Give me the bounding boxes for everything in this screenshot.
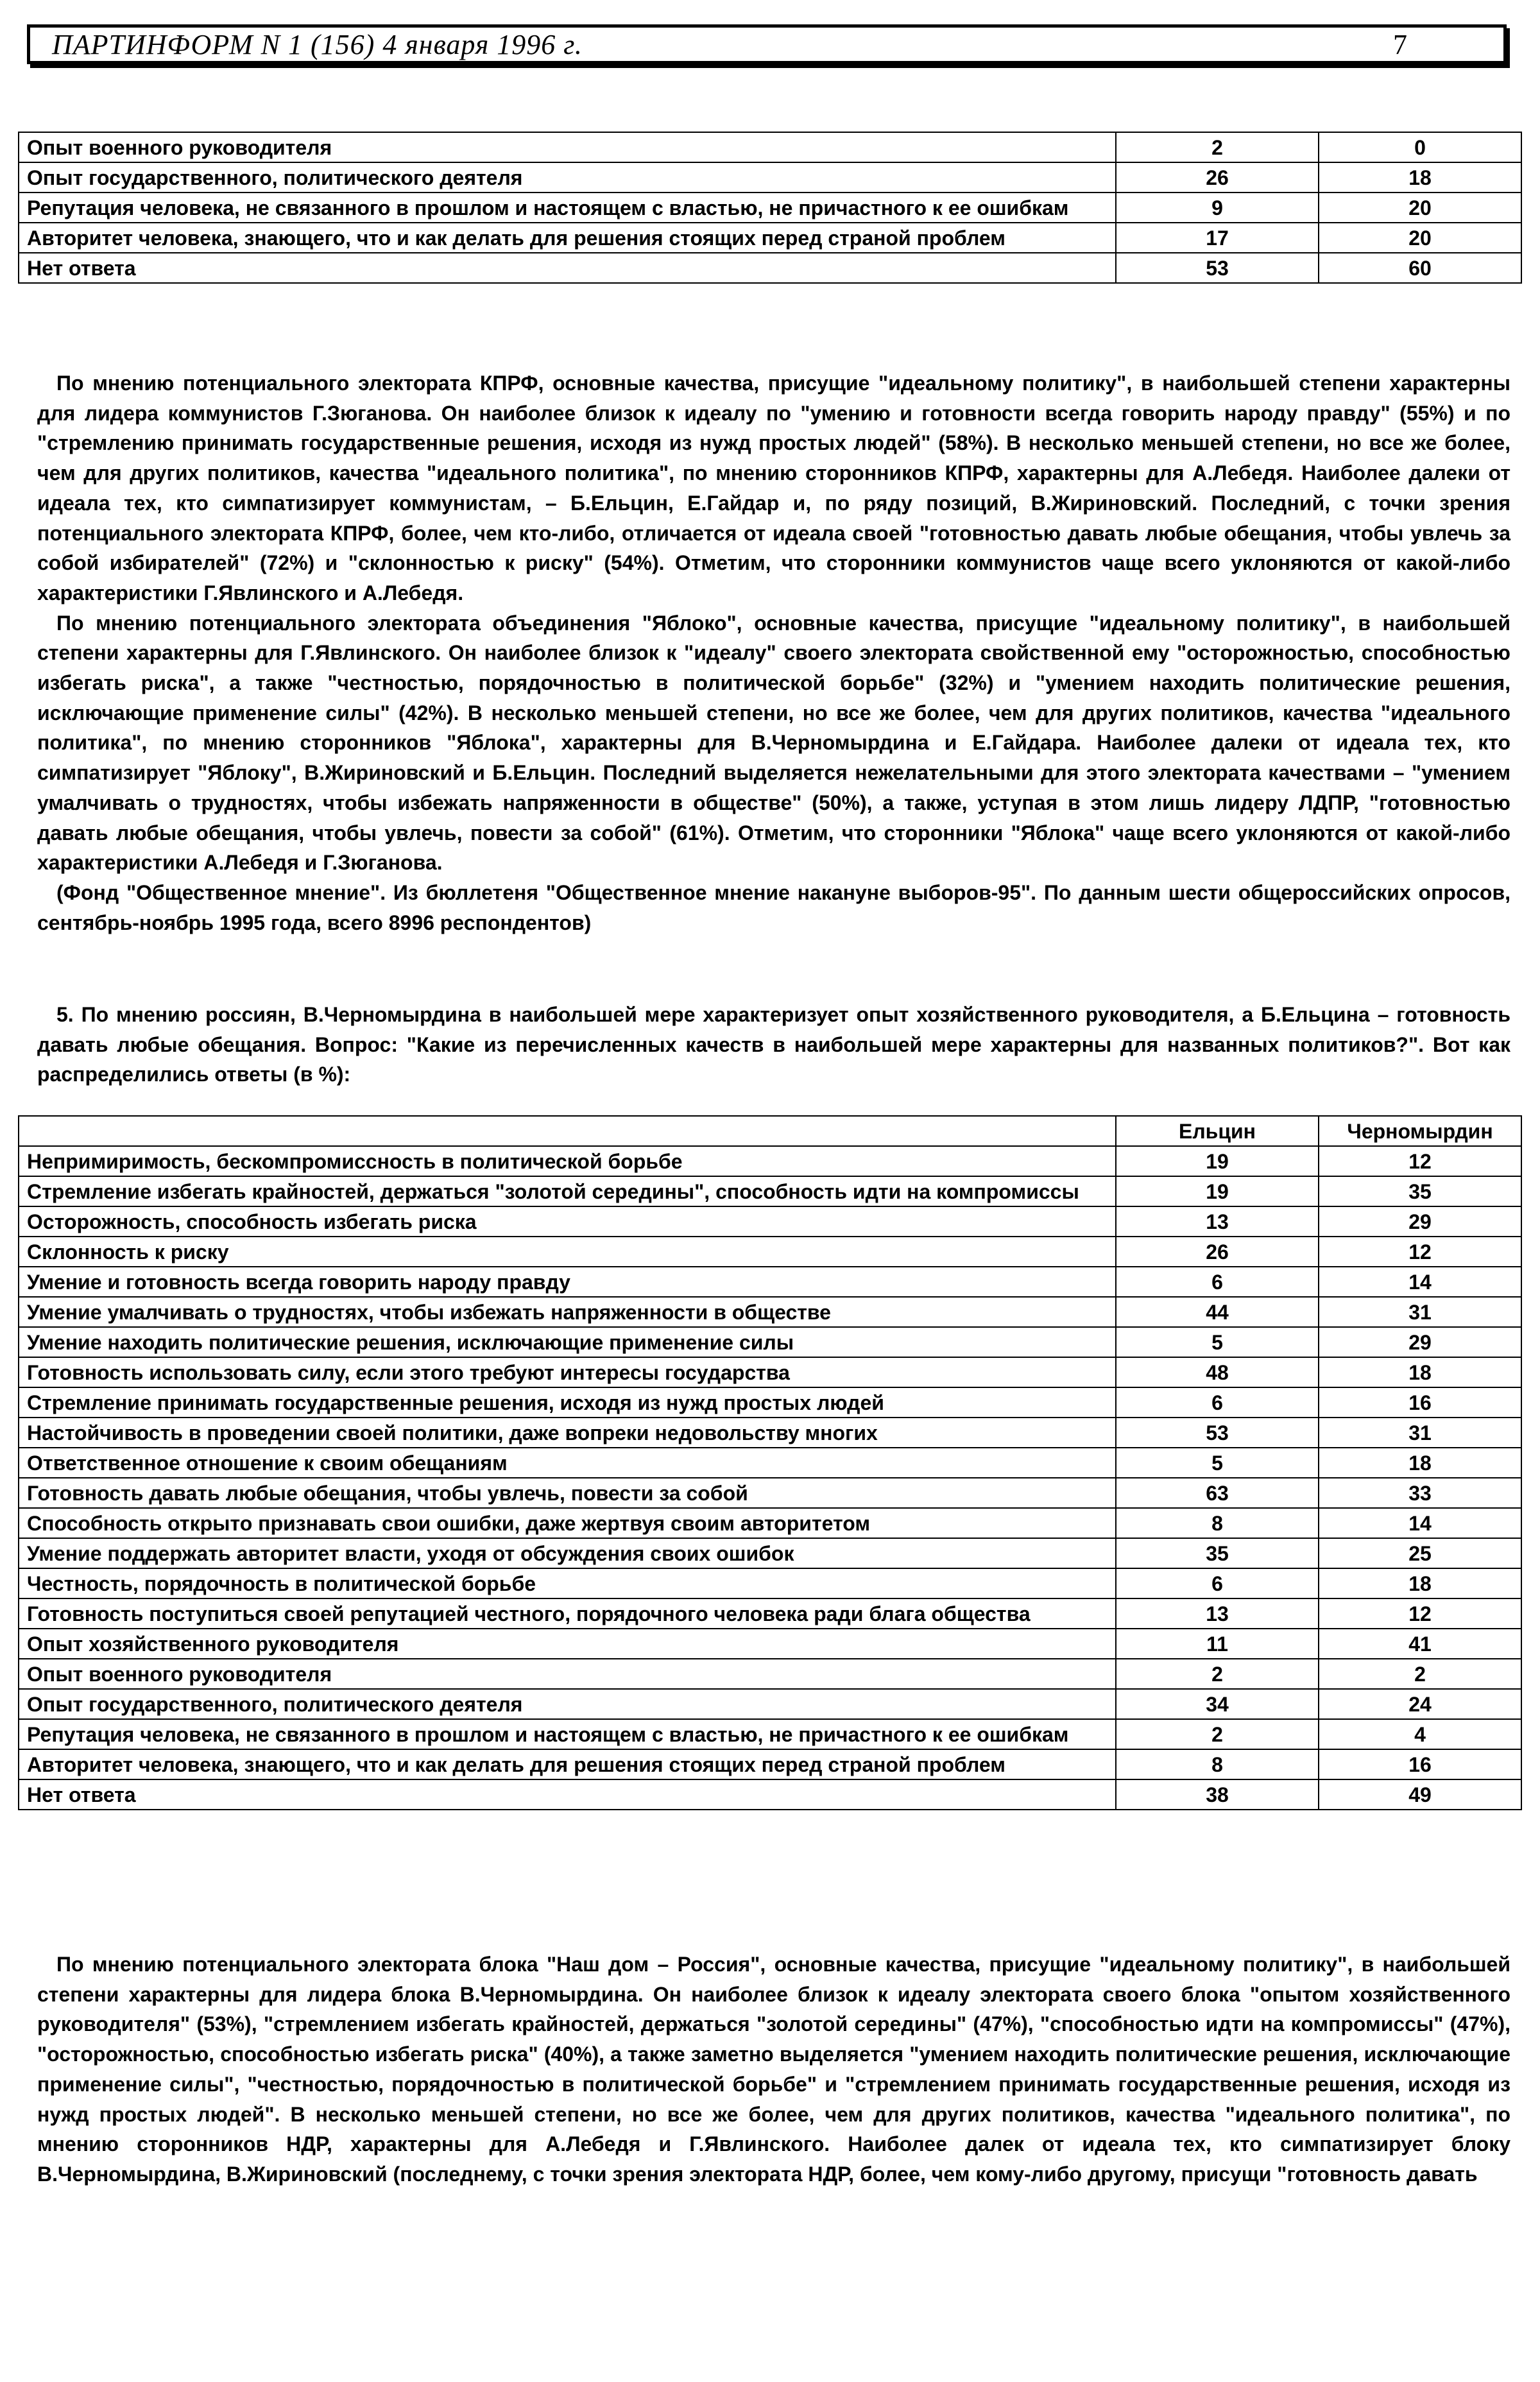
- publication-title: ПАРТИНФОРМ N 1 (156) 4 января 1996 г.: [52, 28, 583, 60]
- row-label-cell: Нет ответа: [19, 253, 1116, 283]
- row-value-cell: 2: [1319, 1659, 1521, 1689]
- row-value-cell: 29: [1319, 1206, 1521, 1237]
- row-label-cell: Настойчивость в проведении своей политики, даже вопреки недовольству многих: [19, 1418, 1116, 1448]
- row-label-cell: Готовность давать любые обещания, чтобы увлечь, повести за собой: [19, 1478, 1116, 1508]
- row-value-cell: 16: [1319, 1749, 1521, 1779]
- row-value-cell: 48: [1116, 1357, 1319, 1387]
- source-note: (Фонд "Общественное мнение". Из бюллетеня "Общественное мнение накануне выборов-95". По данным шести общероссийских опросов, сентябрь-ноябрь 1995 года, всего 8996 респондентов): [37, 880, 1510, 934]
- table-row: [19, 1779, 1521, 1810]
- table-row: [19, 1448, 1521, 1478]
- row-label-cell: Опыт хозяйственного руководителя: [19, 1629, 1116, 1659]
- header-cell-label: [19, 1116, 1116, 1146]
- row-label-cell: Репутация человека, не связанного в прошлом и настоящем с властью, не причастного к ее ошибкам: [19, 193, 1116, 223]
- row-value-cell: 60: [1319, 253, 1521, 283]
- row-label-cell: Стремление избегать крайностей, держаться "золотой середины", способность идти на компромиссы: [19, 1176, 1116, 1206]
- table-row: [19, 1357, 1521, 1387]
- row-label-cell: Опыт военного руководителя: [19, 1659, 1116, 1689]
- row-value-cell: 16: [1319, 1387, 1521, 1418]
- paragraph-kprf: По мнению потенциального электората КПРФ, основные качества, присущие "идеальному политику", в наибольшей степени характерны для лидера коммунистов Г.Зюганова. Он наиболее близок к идеалу по "умению и готовности всегда говорить народу правду" (55%) и по "стремлению принимать государственные решения, исходя из нужд простых людей" (58%). В несколько меньшей степени, но все же более, чем для других политиков, качества "идеального политика", по мнению сторонников КПРФ, характерны для А.Лебедя. Наиболее далеки от идеала тех, кто симпатизирует коммунистам, – Б.Ельцин, Е.Гайдар и, по ряду позиций, В.Жириновский. Последний, с точки зрения потенциального электората КПРФ, более, чем кто-либо, отличается от идеала своей "готовностью давать любые обещания, чтобы увлечь за собой избирателей" (72%) и "склонностью к риску" (54%). Отметим, что сторонники коммунистов чаще всего уклоняются от какой-либо характеристики Г.Явлинского и А.Лебедя.: [37, 372, 1510, 604]
- row-value-cell: 20: [1319, 193, 1521, 223]
- survey-table-continued: [18, 132, 1522, 284]
- row-value-cell: 35: [1319, 1176, 1521, 1206]
- row-label-cell: Склонность к риску: [19, 1237, 1116, 1267]
- row-value-cell: 12: [1319, 1598, 1521, 1629]
- row-label-cell: Опыт военного руководителя: [19, 132, 1116, 162]
- row-value-cell: 2: [1116, 132, 1319, 162]
- row-value-cell: 2: [1116, 1719, 1319, 1749]
- row-value-cell: 24: [1319, 1689, 1521, 1719]
- row-value-cell: 26: [1116, 1237, 1319, 1267]
- row-value-cell: 4: [1319, 1719, 1521, 1749]
- table-row: [19, 1749, 1521, 1779]
- row-label-cell: Ответственное отношение к своим обещаниям: [19, 1448, 1116, 1478]
- row-value-cell: 53: [1116, 253, 1319, 283]
- row-value-cell: 38: [1116, 1779, 1319, 1810]
- row-value-cell: 20: [1319, 223, 1521, 253]
- row-value-cell: 35: [1116, 1538, 1319, 1568]
- row-label-cell: Нет ответа: [19, 1779, 1116, 1810]
- row-label-cell: Способность открыто признавать свои ошибки, даже жертвуя своим авторитетом: [19, 1508, 1116, 1538]
- page-number: 7: [1393, 28, 1407, 60]
- row-value-cell: 8: [1116, 1508, 1319, 1538]
- table-row: [19, 1598, 1521, 1629]
- row-label-cell: Непримиримость, бескомпромиссность в политической борьбе: [19, 1146, 1116, 1176]
- row-value-cell: 19: [1116, 1146, 1319, 1176]
- table-row: [19, 1538, 1521, 1568]
- paragraph-ndr: По мнению потенциального электората блока "Наш дом – Россия", основные качества, присущие "идеальному политику", в наибольшей степени характерны для лидера блока В.Черномырдина. Он наиболее близок к идеалу электората своего блока "опытом хозяйственного руководителя" (53%), "стремлением избегать крайностей, держаться "золотой середины" (47%), "способностью идти на компромиссы" (47%), "осторожностью, способностью избегать риска" (40%), а также заметно выделяется "умением находить политические решения, исключающие применение силы", "честностью, порядочностью в политической борьбе" и "стремлением принимать государственные решения, исходя из нужд простых людей". В несколько меньшей степени, но все же более, чем для других политиков, качества "идеального политика", по мнению сторонников НДР, характерны для А.Лебедя и Г.Явлинского. Наиболее далек от идеала тех, кто симпатизирует блоку В.Черномырдина, В.Жириновский (последнему, с точки зрения электората НДР, более, чем кому-либо другому, присущи "готовность давать: [37, 1953, 1510, 2186]
- table-row: [19, 1568, 1521, 1598]
- table-row: [19, 1629, 1521, 1659]
- row-value-cell: 12: [1319, 1237, 1521, 1267]
- header-cell-chernomyrdin: Черномырдин: [1319, 1116, 1521, 1146]
- row-value-cell: 13: [1116, 1206, 1319, 1237]
- row-value-cell: 18: [1319, 162, 1521, 193]
- row-value-cell: 6: [1116, 1387, 1319, 1418]
- row-value-cell: 14: [1319, 1508, 1521, 1538]
- row-value-cell: 25: [1319, 1538, 1521, 1568]
- row-value-cell: 18: [1319, 1357, 1521, 1387]
- row-value-cell: 18: [1319, 1448, 1521, 1478]
- table-row: [19, 1176, 1521, 1206]
- row-label-cell: Умение умалчивать о трудностях, чтобы избежать напряженности в обществе: [19, 1297, 1116, 1327]
- row-value-cell: 5: [1116, 1448, 1319, 1478]
- row-value-cell: 41: [1319, 1629, 1521, 1659]
- row-label-cell: Авторитет человека, знающего, что и как делать для решения стоящих перед страной проблем: [19, 1749, 1116, 1779]
- page-header: [27, 24, 1507, 64]
- row-value-cell: 6: [1116, 1267, 1319, 1297]
- table-row: [19, 132, 1521, 162]
- table-row: [19, 1327, 1521, 1357]
- table-row: [19, 1418, 1521, 1448]
- row-value-cell: 33: [1319, 1478, 1521, 1508]
- table-row: [19, 193, 1521, 223]
- row-value-cell: 14: [1319, 1267, 1521, 1297]
- row-value-cell: 13: [1116, 1598, 1319, 1629]
- paragraph-question-5: 5. По мнению россиян, В.Черномырдина в наибольшей мере характеризует опыт хозяйственного руководителя, а Б.Ельцина – готовность давать любые обещания. Вопрос: "Какие из перечисленных качеств в наибольшей мере характерны для названных политиков?". Вот как распределились ответы (в %):: [37, 1003, 1510, 1086]
- table-row: [19, 1387, 1521, 1418]
- table-row: [19, 1267, 1521, 1297]
- row-value-cell: 44: [1116, 1297, 1319, 1327]
- paragraph-yabloko: По мнению потенциального электората объединения "Яблоко", основные качества, присущие "идеальному политику", в наибольшей степени характерны для Г.Явлинского. Он наиболее близок к "идеалу" своего электората свойственной ему "осторожностью, способностью избегать риска", а также "честностью, порядочностью в политической борьбе" (32%) и "умением находить политические решения, исключающие применение силы" (42%). В несколько меньшей степени, но все же более, чем для других политиков, качества "идеального политика", по мнению сторонников "Яблока", характерны для В.Черномырдина и Е.Гайдара. Наиболее далеки от идеала тех, кто симпатизирует "Яблоку", В.Жириновский и Б.Ельцин. Последний выделяется нежелательными для этого электората качествами – "умением умалчивать о трудностях, чтобы избежать напряженности в обществе" (50%), а также, уступая в этом лишь лидеру ЛДПР, "готовностью давать любые обещания, чтобы увлечь, повести за собой" (61%). Отметим, что сторонники "Яблока" чаще всего уклоняются от какой-либо характеристики А.Лебедя и Г.Зюганова.: [37, 611, 1510, 875]
- row-label-cell: Стремление принимать государственные решения, исходя из нужд простых людей: [19, 1387, 1116, 1418]
- analysis-text-block: [37, 368, 1510, 938]
- row-value-cell: 12: [1319, 1146, 1521, 1176]
- row-value-cell: 17: [1116, 223, 1319, 253]
- row-label-cell: Умение и готовность всегда говорить народу правду: [19, 1267, 1116, 1297]
- ndr-text-block: [37, 1949, 1510, 2189]
- table-row: [19, 223, 1521, 253]
- row-value-cell: 53: [1116, 1418, 1319, 1448]
- row-value-cell: 34: [1116, 1689, 1319, 1719]
- row-value-cell: 11: [1116, 1629, 1319, 1659]
- table-row: [19, 162, 1521, 193]
- row-value-cell: 2: [1116, 1659, 1319, 1689]
- row-value-cell: 49: [1319, 1779, 1521, 1810]
- row-label-cell: Опыт государственного, политического деятеля: [19, 1689, 1116, 1719]
- row-label-cell: Умение находить политические решения, исключающие применение силы: [19, 1327, 1116, 1357]
- table-row: [19, 1478, 1521, 1508]
- table-row: [19, 1508, 1521, 1538]
- row-value-cell: 31: [1319, 1418, 1521, 1448]
- table-row: [19, 1719, 1521, 1749]
- row-label-cell: Честность, порядочность в политической борьбе: [19, 1568, 1116, 1598]
- table-row: [19, 1237, 1521, 1267]
- table-header-row: [19, 1116, 1521, 1146]
- row-label-cell: Опыт государственного, политического деятеля: [19, 162, 1116, 193]
- row-value-cell: 0: [1319, 132, 1521, 162]
- question-text-block: [37, 1000, 1510, 1090]
- row-label-cell: Готовность поступиться своей репутацией честного, порядочного человека ради блага общества: [19, 1598, 1116, 1629]
- row-label-cell: Осторожность, способность избегать риска: [19, 1206, 1116, 1237]
- row-label-cell: Умение поддержать авторитет власти, уходя от обсуждения своих ошибок: [19, 1538, 1116, 1568]
- row-value-cell: 31: [1319, 1297, 1521, 1327]
- table-row: [19, 253, 1521, 283]
- row-value-cell: 5: [1116, 1327, 1319, 1357]
- table-row: [19, 1297, 1521, 1327]
- row-value-cell: 6: [1116, 1568, 1319, 1598]
- row-value-cell: 26: [1116, 162, 1319, 193]
- table-row: [19, 1146, 1521, 1176]
- row-value-cell: 9: [1116, 193, 1319, 223]
- row-value-cell: 63: [1116, 1478, 1319, 1508]
- row-value-cell: 18: [1319, 1568, 1521, 1598]
- row-value-cell: 8: [1116, 1749, 1319, 1779]
- row-label-cell: Авторитет человека, знающего, что и как делать для решения стоящих перед страной проблем: [19, 223, 1116, 253]
- row-label-cell: Репутация человека, не связанного в прошлом и настоящем с властью, не причастного к ее ошибкам: [19, 1719, 1116, 1749]
- politician-qualities-table: [18, 1115, 1522, 1810]
- row-label-cell: Готовность использовать силу, если этого требуют интересы государства: [19, 1357, 1116, 1387]
- table-row: [19, 1659, 1521, 1689]
- table-row: [19, 1689, 1521, 1719]
- row-value-cell: 29: [1319, 1327, 1521, 1357]
- table-row: [19, 1206, 1521, 1237]
- row-value-cell: 19: [1116, 1176, 1319, 1206]
- header-cell-yeltsin: Ельцин: [1116, 1116, 1319, 1146]
